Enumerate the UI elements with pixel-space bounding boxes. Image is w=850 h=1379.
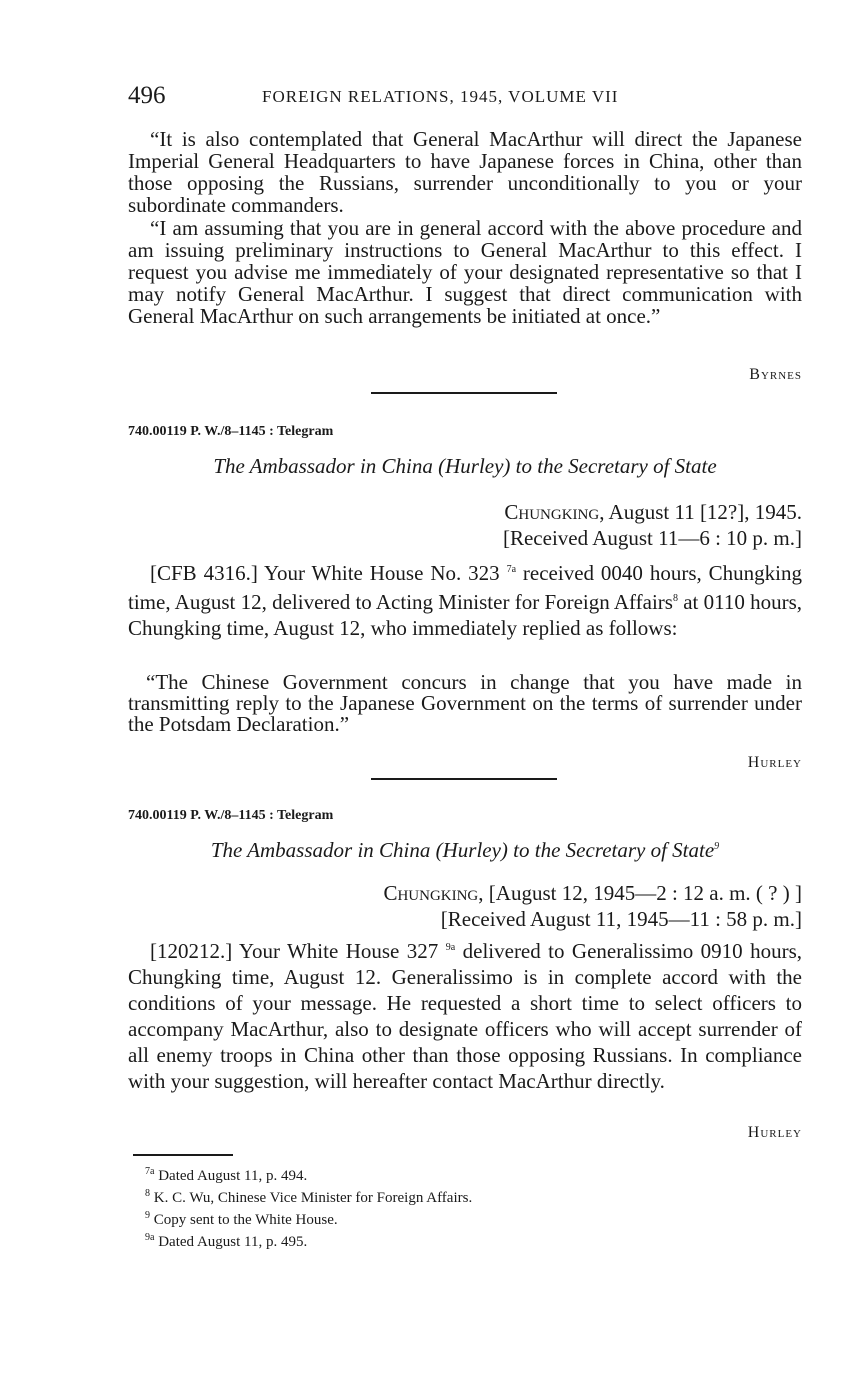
body-text: [120212.] Your White House 327 xyxy=(150,939,439,963)
footnote-mark: 9 xyxy=(145,1210,150,1221)
footnote-text: Dated August 11, p. 494. xyxy=(158,1168,308,1184)
quoted-reply: “The Chinese Government concurs in change that you have made in transmitting reply to the Japanese Government on the terms of surrender under the Potsdam Declaration.” xyxy=(128,670,802,736)
footnotes xyxy=(145,1163,472,1251)
signature-byrnes: Byrnes xyxy=(749,366,802,383)
document-heading xyxy=(128,838,802,863)
page-number: 496 xyxy=(128,82,166,109)
body-text: delivered to Generalissimo 0910 hours, Chungking time, August 12. Generalissimo is in complete accord with the conditions of your message. He requested a short time to select officers to accompany MacArthur, also to designate officers who will accept surrender of all enemy troops in China other than those opposing Russians. In compliance with your suggestion, will hereafter contact MacArthur directly. xyxy=(128,939,803,1093)
dateline xyxy=(503,499,802,551)
dateline-date: , [August 12, 1945—2 : 12 a. m. ( ? ) ] xyxy=(478,881,802,905)
footnote-text: Copy sent to the White House. xyxy=(153,1212,338,1228)
dateline-date: , August 11 [12?], 1945. xyxy=(599,500,802,524)
footnote-mark: 9a xyxy=(145,1232,155,1243)
footnote-mark: 8 xyxy=(145,1188,150,1199)
footnote xyxy=(145,1207,472,1229)
dateline-place: Chungking xyxy=(504,500,600,524)
body-text: [CFB 4316.] Your White House No. 323 xyxy=(150,561,500,585)
footnote-ref: 9 xyxy=(714,841,720,852)
footnote-rule xyxy=(133,1154,233,1156)
document-heading: The Ambassador in China (Hurley) to the Secretary of State xyxy=(213,454,717,478)
footnote-text: Dated August 11, p. 495. xyxy=(158,1234,308,1250)
footnote xyxy=(145,1163,472,1185)
section-divider xyxy=(371,778,557,780)
footnote-text: K. C. Wu, Chinese Vice Minister for Foreign Affairs. xyxy=(153,1190,473,1206)
file-reference: 740.00119 P. W./8–1145 : Telegram xyxy=(128,424,334,439)
signature-hurley: Hurley xyxy=(747,754,802,771)
footnote-ref: 9a xyxy=(445,942,456,953)
footnote xyxy=(145,1229,472,1251)
opening-paragraph-1: “It is also contemplated that General MacArthur will direct the Japanese Imperial General Headquarters to have Japanese forces in China, other than those opposing the Russians, surrender unconditionally to you or your subordinate commanders. xyxy=(128,127,802,217)
telegram-body xyxy=(128,935,802,1094)
body-text: at 0110 hours, Chungking time, August 12, who immediately replied as follows: xyxy=(128,590,803,640)
footnote-ref: 7a xyxy=(506,564,517,575)
received-line: [Received August 11—6 : 10 p. m.] xyxy=(502,526,802,550)
heading-text: The Ambassador in China (Hurley) to the Secretary of State xyxy=(210,838,715,862)
received-line: [Received August 11, 1945—11 : 58 p. m.] xyxy=(440,907,802,931)
signature-hurley: Hurley xyxy=(747,1124,802,1141)
telegram-body xyxy=(128,557,802,641)
running-title: FOREIGN RELATIONS, 1945, VOLUME VII xyxy=(262,87,619,106)
dateline xyxy=(383,880,802,932)
section-divider xyxy=(371,392,557,394)
footnote xyxy=(145,1185,472,1207)
footnote-ref: 8 xyxy=(672,593,678,604)
opening-paragraph-2: “I am assuming that you are in general accord with the above procedure and am issuing preliminary instructions to General MacArthur to this effect. I request you advise me immediately of your designated representative so that I may notify General MacArthur. I suggest that direct communication with General MacArthur on such arrangements be initiated at once.” xyxy=(128,216,802,328)
dateline-place: Chungking xyxy=(383,881,479,905)
footnote-mark: 7a xyxy=(145,1166,155,1177)
file-reference: 740.00119 P. W./8–1145 : Telegram xyxy=(128,808,334,823)
body-text: received 0040 hours, Chungking time, August 12, delivered to Acting Minister for Foreign Affairs xyxy=(128,561,803,614)
